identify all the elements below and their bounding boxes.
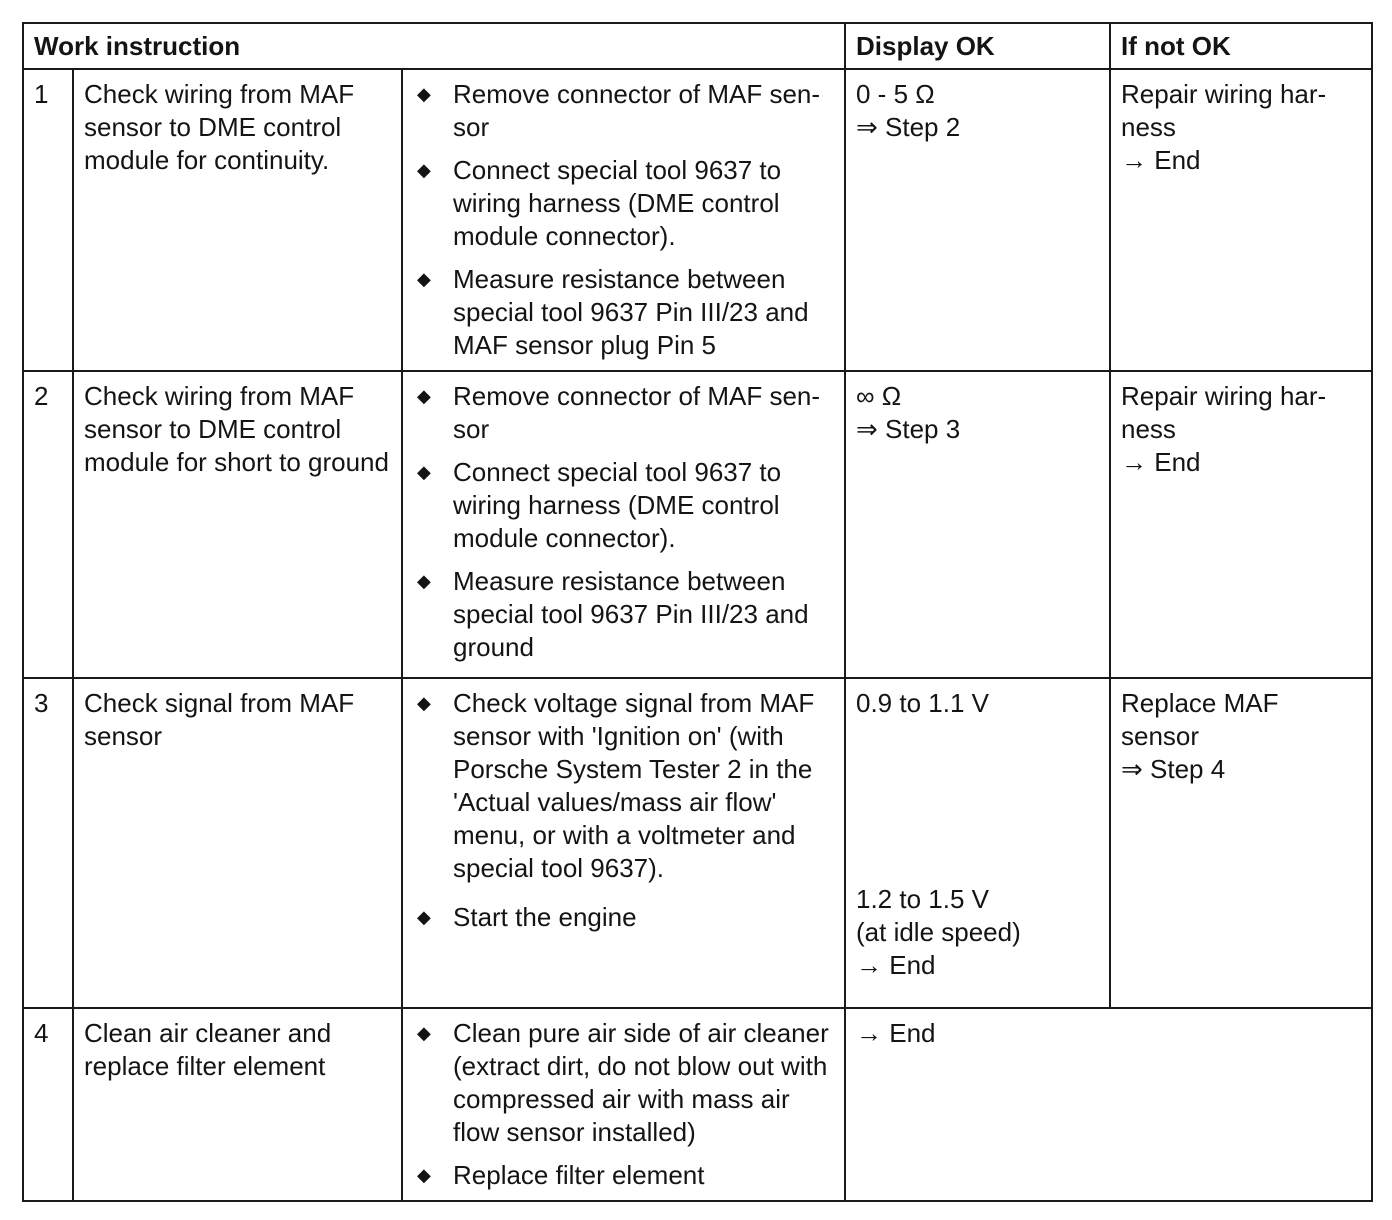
display-ok-idle-note: (at idle speed) <box>856 917 1021 947</box>
display-ok-cell <box>845 678 1110 1008</box>
list-item <box>413 1017 834 1149</box>
action-text: Replace filter element <box>453 1160 705 1190</box>
work-instruction-table <box>22 22 1373 1202</box>
list-item <box>413 687 834 885</box>
diamond-bullet-icon: ◆ <box>417 693 431 713</box>
if-not-ok-cell <box>1110 678 1372 1008</box>
display-ok-cell <box>845 69 1110 371</box>
list-item <box>413 78 834 144</box>
header-if-not-ok: If not OK <box>1110 23 1372 69</box>
step-task: Check wiring from MAF sensor to DME control module for short to ground <box>73 371 402 678</box>
display-ok-cell <box>845 1008 1372 1201</box>
if-not-ok-cell <box>1110 371 1372 678</box>
display-ok-value: ∞ Ω <box>856 381 902 411</box>
list-item <box>413 154 834 253</box>
list-item <box>413 263 834 362</box>
if-not-ok-next: → End <box>1121 447 1201 477</box>
table-row <box>23 678 1372 1008</box>
step-number: 3 <box>23 678 73 1008</box>
header-work-instruction: Work instruction <box>23 23 845 69</box>
step-task: Check signal from MAF sensor <box>73 678 402 1008</box>
display-ok-next: → End <box>856 950 936 980</box>
if-not-ok-action: Repair wiring har-ness <box>1121 381 1327 444</box>
table-row <box>23 69 1372 371</box>
action-text: Measure resistance between special tool 9637 Pin III/23 and MAF sensor plug Pin 5 <box>453 264 809 360</box>
display-ok-next: → End <box>856 1018 936 1048</box>
list-item <box>413 901 834 934</box>
header-display-ok: Display OK <box>845 23 1110 69</box>
list-item <box>413 565 834 664</box>
step-task: Clean air cleaner and replace filter element <box>73 1008 402 1201</box>
diamond-bullet-icon: ◆ <box>417 84 431 104</box>
display-ok-value: 0.9 to 1.1 V <box>856 688 989 718</box>
table-row <box>23 1008 1372 1201</box>
diamond-bullet-icon: ◆ <box>417 160 431 180</box>
action-text: Clean pure air side of air cleaner (extract dirt, do not blow out with compressed air with mass air flow sensor installed) <box>453 1018 829 1147</box>
action-text: Measure resistance between special tool 9637 Pin III/23 and ground <box>453 566 809 662</box>
action-text: Connect special tool 9637 to wiring harness (DME control module connector). <box>453 457 782 553</box>
step-number: 1 <box>23 69 73 371</box>
step-task: Check wiring from MAF sensor to DME control module for continuity. <box>73 69 402 371</box>
step-number: 4 <box>23 1008 73 1201</box>
display-ok-next: ⇒ Step 3 <box>856 414 961 444</box>
action-text: Remove connector of MAF sen-sor <box>453 381 821 444</box>
table-row <box>23 371 1372 678</box>
display-ok-idle-value: 1.2 to 1.5 V <box>856 884 989 914</box>
diamond-bullet-icon: ◆ <box>417 1165 431 1185</box>
diamond-bullet-icon: ◆ <box>417 269 431 289</box>
header-row <box>23 23 1372 69</box>
if-not-ok-next: ⇒ Step 4 <box>1121 754 1226 784</box>
diamond-bullet-icon: ◆ <box>417 907 431 927</box>
list-item <box>413 1159 834 1192</box>
if-not-ok-next: → End <box>1121 145 1201 175</box>
list-item <box>413 456 834 555</box>
if-not-ok-action: Repair wiring har-ness <box>1121 79 1327 142</box>
step-actions <box>402 371 845 678</box>
display-ok-next: ⇒ Step 2 <box>856 112 961 142</box>
action-text: Remove connector of MAF sen-sor <box>453 79 821 142</box>
step-actions <box>402 1008 845 1201</box>
action-text: Start the engine <box>453 902 637 932</box>
diamond-bullet-icon: ◆ <box>417 462 431 482</box>
action-text: Check voltage signal from MAF sensor with 'Ignition on' (with Porsche System Tester 2 in the 'Actual values/mass air flow' menu, or with a voltmeter and special tool 9637). <box>453 688 815 883</box>
diamond-bullet-icon: ◆ <box>417 386 431 406</box>
diamond-bullet-icon: ◆ <box>417 1023 431 1043</box>
display-ok-value: 0 - 5 Ω <box>856 79 935 109</box>
diamond-bullet-icon: ◆ <box>417 571 431 591</box>
display-ok-idle <box>856 883 1021 982</box>
list-item <box>413 380 834 446</box>
action-text: Connect special tool 9637 to wiring harness (DME control module connector). <box>453 155 782 251</box>
step-actions <box>402 678 845 1008</box>
if-not-ok-cell <box>1110 69 1372 371</box>
if-not-ok-action: Replace MAF sensor <box>1121 688 1279 751</box>
step-number: 2 <box>23 371 73 678</box>
display-ok-cell <box>845 371 1110 678</box>
step-actions <box>402 69 845 371</box>
